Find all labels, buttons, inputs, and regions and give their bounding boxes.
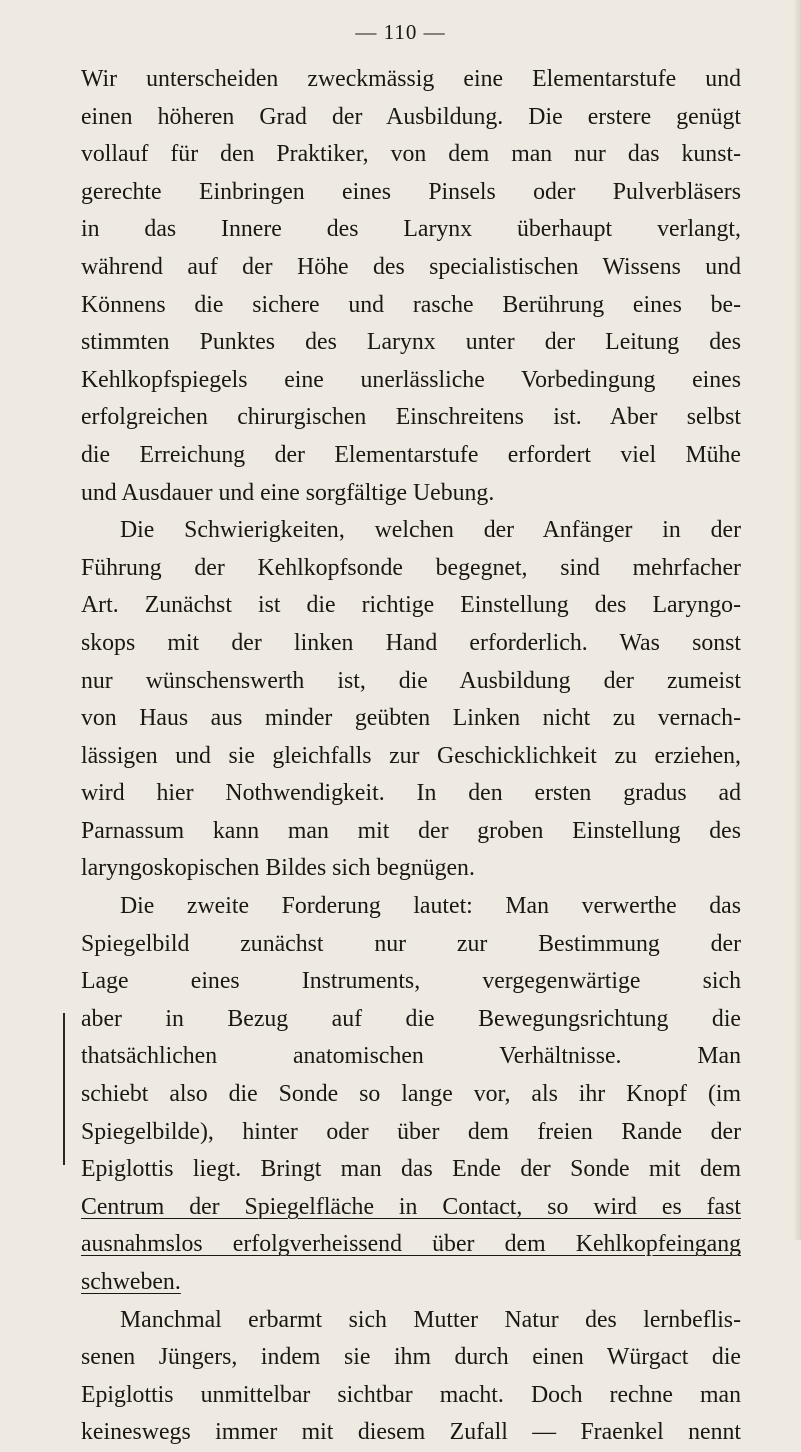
margin-marking	[63, 1013, 65, 1165]
text-line: während auf der Höhe des specialistischen Wissens und	[81, 253, 741, 280]
page-edge-shadow	[793, 0, 801, 1240]
underlined-text-line: Centrum der Spiegelfläche in Contact, so wird es fast	[81, 1193, 741, 1220]
text-line: schiebt also die Sonde so lange vor, als ihr Knopf (im	[81, 1081, 741, 1108]
text-line: skops mit der linken Hand erforderlich. Was sonst	[81, 629, 741, 656]
paragraph-start-line: Manchmal erbarmt sich Mutter Natur des lernbeflis-	[120, 1306, 741, 1333]
text-line: nur wünschenswerth ist, die Ausbildung der zumeist	[81, 667, 741, 694]
text-line: stimmten Punktes des Larynx unter der Leitung des	[81, 329, 741, 356]
underlined-text-line: schweben.	[81, 1269, 181, 1295]
text-line: Führung der Kehlkopfsonde begegnet, sind mehrfacher	[81, 554, 741, 581]
text-line: Art. Zunächst ist die richtige Einstellung des Laryngo-	[81, 592, 741, 619]
text-line: Spiegelbilde), hinter oder über dem freien Rande der	[81, 1118, 741, 1145]
text-line: Spiegelbild zunächst nur zur Bestimmung der	[81, 930, 741, 957]
text-line: gerechte Einbringen eines Pinsels oder Pulverbläsers	[81, 178, 741, 205]
page-number: — 110 —	[355, 20, 446, 44]
text-line: Kehlkopfspiegels eine unerlässliche Vorbedingung eines	[81, 366, 741, 393]
text-line: aber in Bezug auf die Bewegungsrichtung die	[81, 1005, 741, 1032]
text-line: und Ausdauer und eine sorgfältige Uebung.	[81, 479, 495, 506]
paragraph-start-line: Die Schwierigkeiten, welchen der Anfänger in der	[120, 517, 741, 544]
text-line: die Erreichung der Elementarstufe erfordert viel Mühe	[81, 441, 741, 468]
text-line: einen höheren Grad der Ausbildung. Die erstere genügt	[81, 103, 741, 130]
underlined-text-line: ausnahmslos erfolgverheissend über dem Kehlkopfeingang	[81, 1231, 741, 1258]
text-line: wird hier Nothwendigkeit. In den ersten gradus ad	[81, 780, 741, 807]
text-line: von Haus aus minder geübten Linken nicht zu vernach-	[81, 705, 741, 732]
text-line: thatsächlichen anatomischen Verhältnisse. Man	[81, 1043, 741, 1070]
text-line: Epiglottis liegt. Bringt man das Ende der Sonde mit dem	[81, 1156, 741, 1183]
text-line: lässigen und sie gleichfalls zur Geschicklichkeit zu erziehen,	[81, 742, 741, 769]
text-line: Könnens die sichere und rasche Berührung eines be-	[81, 291, 741, 318]
text-line: erfolgreichen chirurgischen Einschreitens ist. Aber selbst	[81, 404, 741, 431]
text-line: Wir unterscheiden zweckmässig eine Elementarstufe und	[81, 66, 741, 92]
text-line: in das Innere des Larynx überhaupt verlangt,	[81, 216, 741, 243]
text-line: senen Jüngers, indem sie ihm durch einen Würgact die	[81, 1344, 741, 1371]
text-line: vollauf für den Praktiker, von dem man nur das kunst-	[81, 141, 741, 168]
text-line: Parnassum kann man mit der groben Einstellung des	[81, 817, 741, 844]
paragraph-start-line: Die zweite Forderung lautet: Man verwerthe das	[120, 893, 741, 920]
text-line: laryngoskopischen Bildes sich begnügen.	[81, 855, 475, 882]
body-text	[81, 61, 741, 1452]
text-line: keineswegs immer mit diesem Zufall — Fraenkel nennt	[81, 1419, 741, 1446]
text-line: Epiglottis unmittelbar sichtbar macht. Doch rechne man	[81, 1381, 741, 1408]
text-line: Lage eines Instruments, vergegenwärtige sich	[81, 968, 741, 995]
